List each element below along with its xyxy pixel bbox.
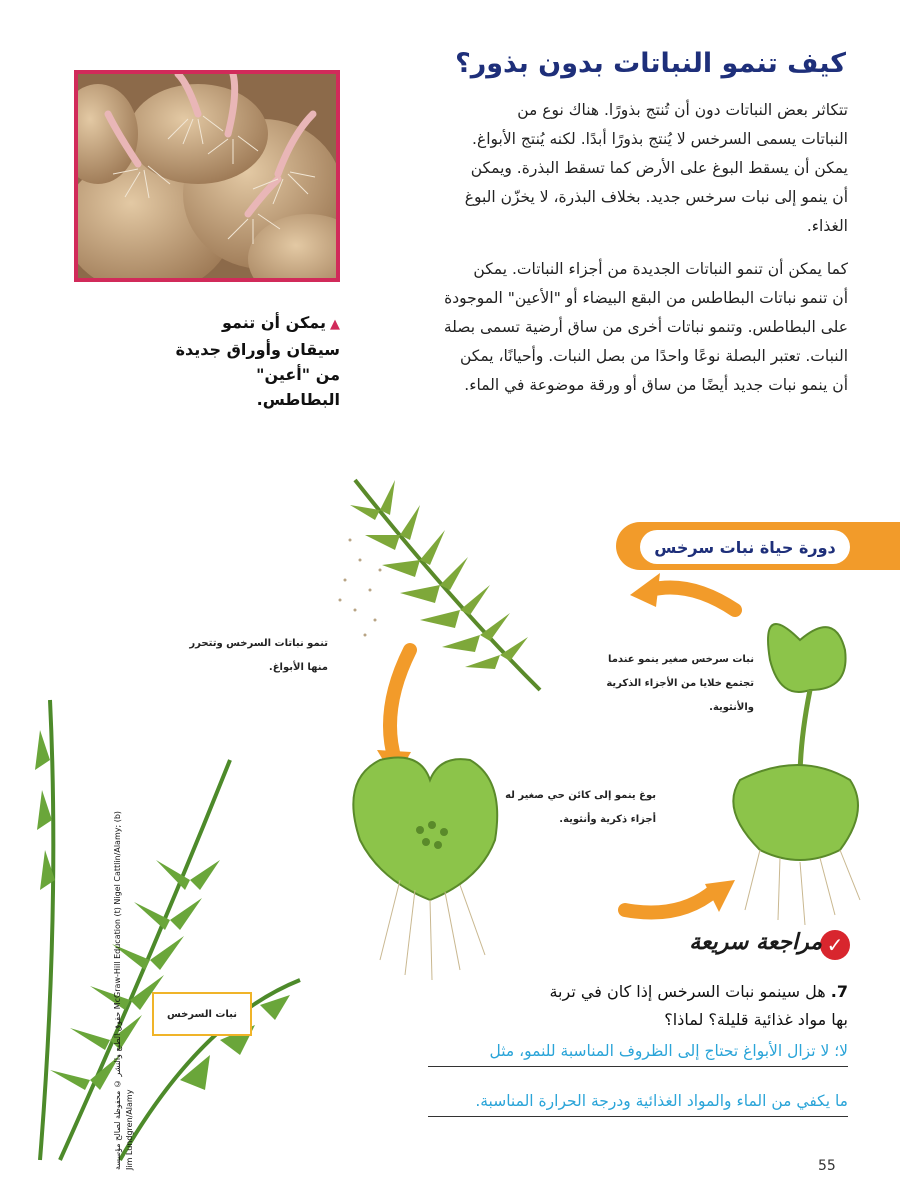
question-text: هل سينمو نبات السرخس إذا كان في تربة بها مواد غذائية قليلة؟ لماذا؟ (549, 982, 848, 1029)
potato-sprouts-photo (74, 70, 340, 282)
cycle-arrow-top (650, 588, 735, 611)
fern-plant-label: نبات السرخس (152, 992, 252, 1036)
image-credits: حقوق الطبع والنشر © محفوظة لصالح مؤسسة McGraw-Hill Education (t) Nigel Cattlin/Alamy; (b) Jim Lundgren/Alamy (113, 810, 134, 1170)
check-icon: ✓ (820, 930, 850, 960)
paragraph-1-line: تتكاثر بعض النباتات دون أن تُنتج بذورًا. هناك نوع من (517, 101, 848, 119)
paragraph-2-line: كما يمكن أن تنمو النباتات الجديدة من أجزاء النباتات. يمكن (473, 260, 848, 278)
paragraph-1 (412, 96, 848, 241)
paragraph-2-line: أن تنمو نباتات البطاطس من البقع البيضاء أو "الأعين" الموجودة (444, 289, 848, 307)
question-number: 7. (830, 982, 848, 1001)
paragraph-2-line: على البطاطس. وتنمو نباتات أخرى من ساق أرضية تسمى بصلة (443, 318, 848, 336)
paragraph-2-line: النبات. تعتبر البصلة نوعًا واحدًا من بصل النبات. وأحيانًا، يمكن (459, 347, 848, 365)
cycle-arrow-bottom (625, 890, 715, 913)
life-cycle-title: دورة حياة نبات سرخس (640, 530, 850, 564)
review-question (530, 978, 848, 1034)
potato-illustration (78, 74, 336, 278)
paragraph-2 (330, 255, 848, 400)
large-fern (35, 700, 300, 1160)
paragraph-1-line: الغذاء. (806, 217, 848, 235)
fern-frond (350, 480, 540, 690)
label-spore-growth: بوغ ينمو إلى كائن حي صغير له أجزاء ذكرية وأنثوية. (505, 790, 656, 825)
spores-dots (339, 539, 382, 637)
answer-line-2: ما يكفي من الماء والمواد الغذائية ودرجة الحرارة المناسبة. (428, 1092, 848, 1117)
caption-triangle-icon: ▲ (330, 317, 340, 332)
label-spores-released: تنمو نباتات السرخس وتتحرر منها الأبواغ. (189, 638, 328, 673)
quick-review-title: مراجعة سريعة (689, 930, 822, 955)
answer-line-1: لا؛ لا تزال الأبواغ تحتاج إلى الظروف المناسبة للنمو، مثل (428, 1042, 848, 1067)
photo-caption-text: يمكن أن تنمو سيقان وأوراق جديدة من "أعين" البطاطس. (175, 313, 340, 409)
paragraph-1-line: يمكن أن يسقط البوغ على الأرض كما تسقط البذرة. ويمكن (470, 159, 848, 177)
page-number: 55 (818, 1158, 836, 1174)
label-young-fern: نبات سرخس صغير ينمو عندما تجتمع خلايا من الأجزاء الذكرية والأنثوية. (606, 654, 754, 713)
paragraph-1-line: أن ينمو إلى نبات سرخس جديد. بخلاف البذرة، لا يخزّن البوغ (464, 188, 848, 206)
prothallus (353, 758, 497, 981)
photo-caption (170, 310, 340, 412)
paragraph-2-line: أن ينمو نبات جديد أيضًا من ساق أو ورقة موضوعة في الماء. (464, 376, 848, 394)
cycle-arrow-left (390, 650, 410, 760)
paragraph-1-line: النباتات يسمى السرخس لا يُنتج بذورًا أبدًا. لكنه يُنتج الأبواغ. (472, 130, 848, 148)
page-title: كيف تنمو النباتات بدون بذور؟ (455, 48, 846, 79)
